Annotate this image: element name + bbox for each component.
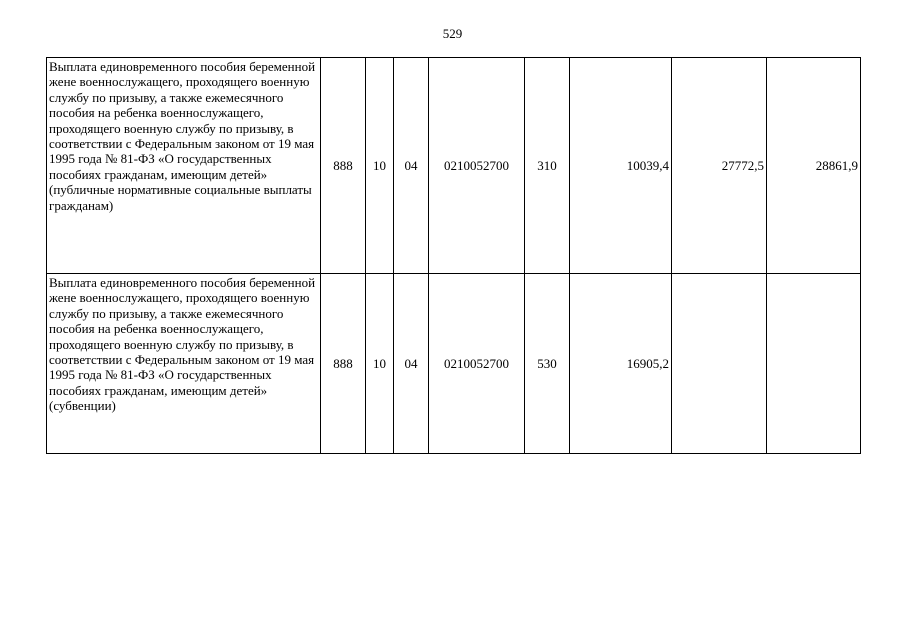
budget-table [46,57,861,454]
table-row [47,274,861,454]
ministry-code: 888 [321,58,366,274]
expense-type-code: 530 [525,274,570,454]
amount-1: 16905,2 [570,274,672,454]
section-code: 10 [366,274,394,454]
target-article-code: 0210052700 [429,58,525,274]
section-code: 10 [366,58,394,274]
table-row [47,58,861,274]
page-number: 529 [442,26,463,41]
ministry-code: 888 [321,274,366,454]
row-description: Выплата единовременного пособия беременной жене военнослужащего, проходящего военную службу по призыву, а также ежемесячного пособия на ребенка военнослужащего, проходящего военную службу по призыву, в соответствии с Федеральным законом от 19 мая 1995 года № 81-ФЗ «О государственных пособиях гражданам, имеющим детей» (публичные нормативные социальные выплаты гражданам) [47,58,321,274]
row-description: Выплата единовременного пособия беременной жене военнослужащего, проходящего военную службу по призыву, а также ежемесячного пособия на ребенка военнослужащего, проходящего военную службу по призыву, в соответствии с Федеральным законом от 19 мая 1995 года № 81-ФЗ «О государственных пособиях гражданам, имеющим детей» (субвенции) [47,274,321,454]
subsection-code: 04 [394,274,429,454]
amount-2 [672,274,767,454]
amount-3 [767,274,861,454]
amount-1: 10039,4 [570,58,672,274]
expense-type-code: 310 [525,58,570,274]
amount-2: 27772,5 [672,58,767,274]
amount-3: 28861,9 [767,58,861,274]
target-article-code: 0210052700 [429,274,525,454]
subsection-code: 04 [394,58,429,274]
